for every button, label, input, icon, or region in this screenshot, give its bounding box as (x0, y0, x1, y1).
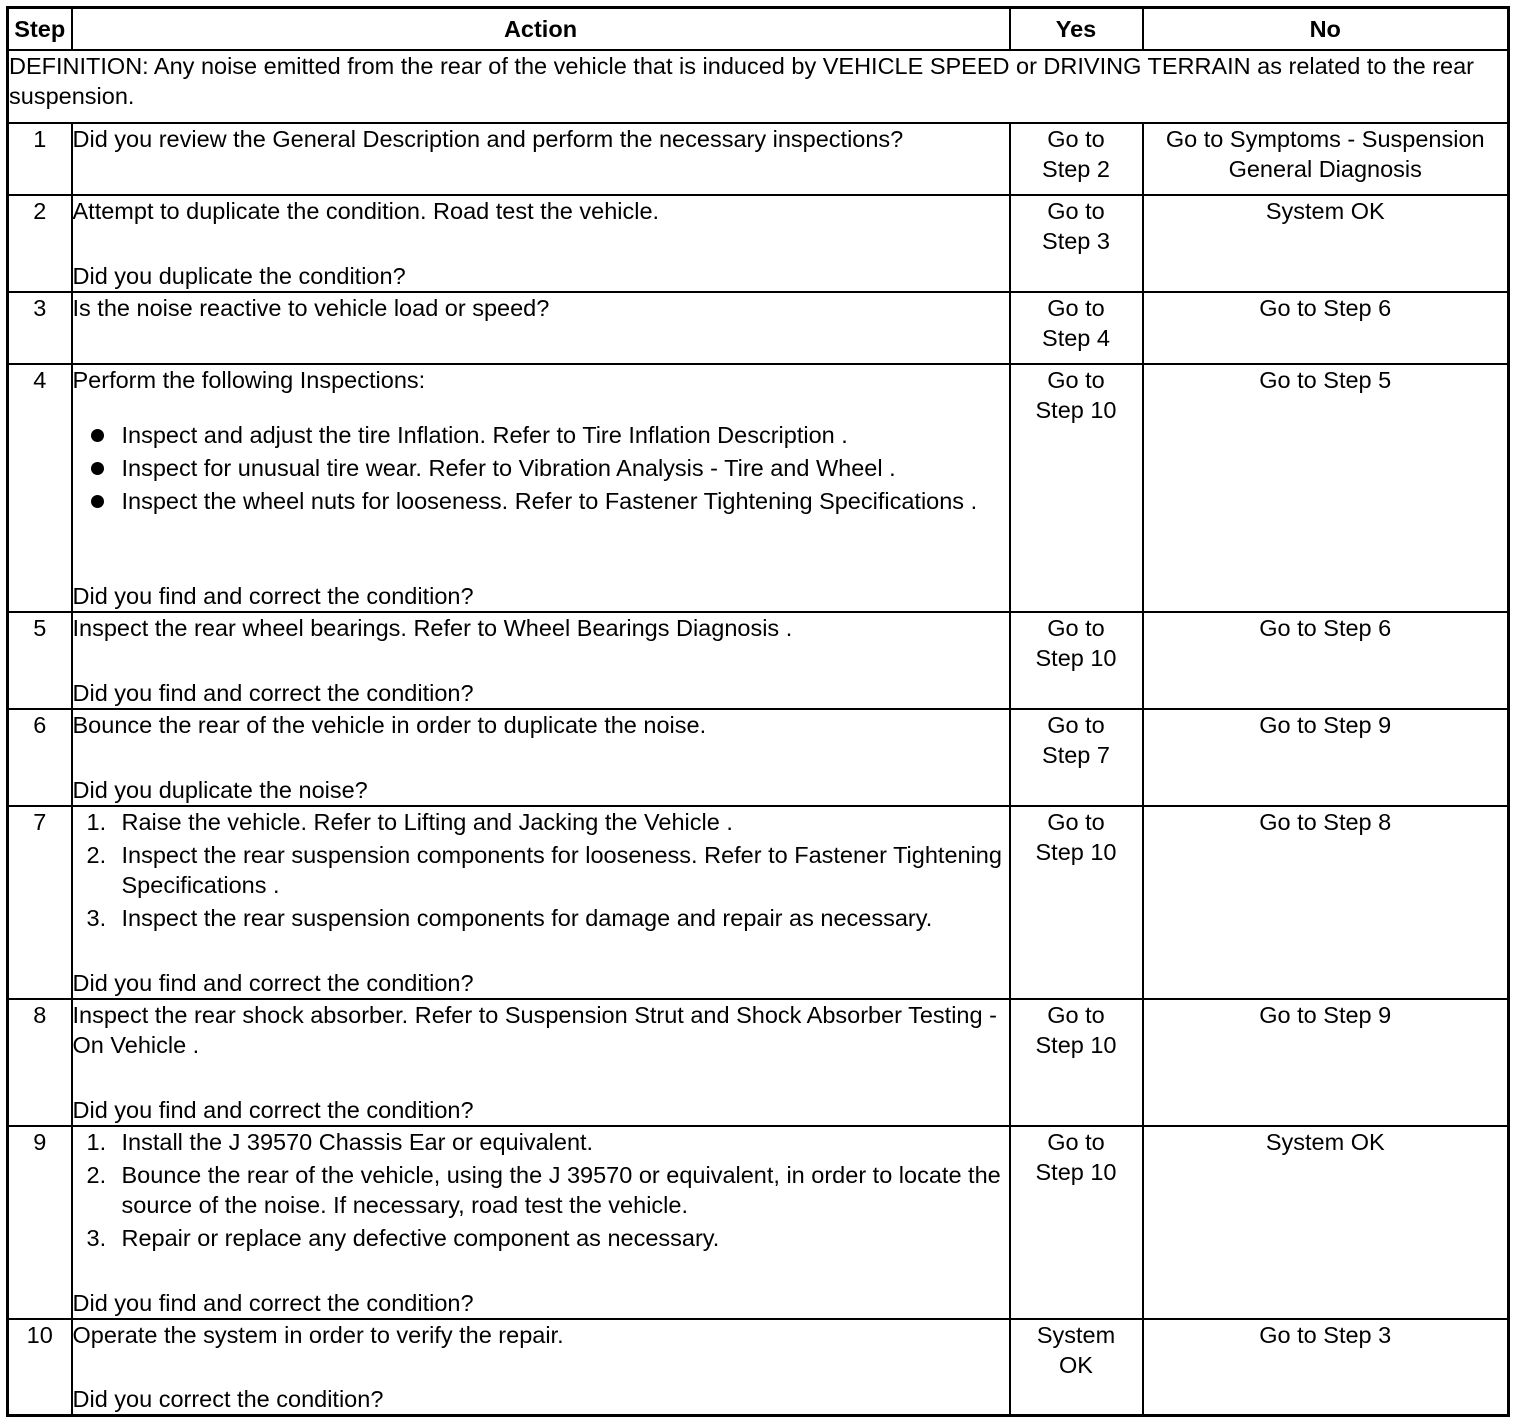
numbered-list (73, 807, 1009, 933)
action-body (73, 196, 1009, 226)
action-cell (72, 709, 1010, 806)
yes-text: Go to (1047, 1001, 1105, 1028)
yes-cell (1010, 1319, 1143, 1416)
step-number: 2 (8, 195, 72, 292)
action-body (73, 1000, 1009, 1060)
action-question: Did you find and correct the condition? (72, 1096, 474, 1123)
action-question: Did you find and correct the condition? (72, 969, 474, 996)
diagnostic-table (6, 6, 1510, 1417)
no-text: Go to Step 6 (1259, 294, 1392, 321)
no-text: Go to Symptoms - Suspension (1165, 125, 1485, 152)
action-cell (72, 195, 1010, 292)
step-number: 1 (8, 123, 72, 195)
no-cell (1143, 1126, 1509, 1319)
no-text: Go to Step 6 (1259, 614, 1392, 641)
yes-text: Step 10 (1035, 1158, 1117, 1185)
numbered-item (73, 903, 1009, 933)
action-body (73, 613, 1009, 643)
action-content (73, 807, 1009, 998)
step-number: 3 (8, 292, 72, 364)
no-text: System OK (1265, 1128, 1385, 1155)
table-row (8, 292, 1509, 364)
action-cell (72, 806, 1010, 999)
step-number: 8 (8, 999, 72, 1126)
table-row (8, 806, 1509, 999)
bullet-item: Inspect for unusual tire wear. Refer to Vibration Analysis - Tire and Wheel . (73, 453, 1009, 483)
yes-text: Step 10 (1035, 1031, 1117, 1058)
table-row (8, 195, 1509, 292)
action-question: Did you duplicate the noise? (72, 776, 368, 803)
action-cell (72, 1319, 1010, 1416)
definition-row (8, 50, 1509, 123)
action-body (73, 1127, 1009, 1256)
action-text: Bounce the rear of the vehicle in order to duplicate the noise. (72, 711, 707, 738)
action-question: Did you duplicate the condition? (72, 262, 406, 289)
yes-text: Go to (1047, 197, 1105, 224)
action-question: Did you find and correct the condition? (72, 1289, 474, 1316)
yes-text: Go to (1047, 125, 1105, 152)
action-text: Operate the system in order to verify the repair. (72, 1321, 564, 1348)
action-content (73, 124, 1009, 194)
table-row (8, 1126, 1509, 1319)
yes-text: Step 4 (1042, 324, 1110, 351)
yes-text: Go to (1047, 808, 1105, 835)
no-cell (1143, 806, 1509, 999)
numbered-list (73, 1127, 1009, 1253)
header-row (8, 8, 1509, 50)
item-number: 1. (86, 1128, 107, 1155)
step-number: 4 (8, 364, 72, 612)
action-content (73, 710, 1009, 805)
no-cell (1143, 999, 1509, 1126)
item-text: Raise the vehicle. Refer to Lifting and Jacking the Vehicle . (121, 808, 733, 835)
item-number: 2. (86, 1161, 107, 1188)
yes-text: OK (1059, 1351, 1093, 1378)
no-cell (1143, 1319, 1509, 1416)
item-text: Bounce the rear of the vehicle, using the J 39570 or equivalent, in order to locate the source of the noise. If necessary, road test the vehicle. (121, 1161, 1001, 1218)
yes-text: Step 7 (1042, 741, 1110, 768)
table-row (8, 999, 1509, 1126)
table-row (8, 612, 1509, 709)
bullet-item: Inspect and adjust the tire Inflation. Refer to Tire Inflation Description . (73, 420, 1009, 450)
header-action: Action (72, 8, 1010, 50)
action-content (73, 365, 1009, 611)
yes-text: Go to (1047, 1128, 1105, 1155)
table-row (8, 709, 1509, 806)
yes-text: Go to (1047, 294, 1105, 321)
action-question: Did you find and correct the condition? (72, 582, 474, 609)
definition-text: DEFINITION: Any noise emitted from the rear of the vehicle that is induced by VEHICLE SPEED or DRIVING TERRAIN as related to the rear suspension. (8, 50, 1509, 123)
item-number: 3. (86, 1224, 107, 1251)
yes-cell (1010, 999, 1143, 1126)
table-row (8, 123, 1509, 195)
no-text: Go to Step 8 (1259, 808, 1392, 835)
action-cell (72, 123, 1010, 195)
yes-text: Step 2 (1042, 155, 1110, 182)
yes-cell (1010, 709, 1143, 806)
item-text: Install the J 39570 Chassis Ear or equivalent. (121, 1128, 594, 1155)
no-cell (1143, 612, 1509, 709)
no-text: Go to Step 3 (1259, 1321, 1392, 1348)
action-cell (72, 999, 1010, 1126)
header-yes: Yes (1010, 8, 1143, 50)
yes-cell (1010, 123, 1143, 195)
yes-cell (1010, 292, 1143, 364)
yes-text: Go to (1047, 711, 1105, 738)
no-cell (1143, 709, 1509, 806)
action-body (73, 1320, 1009, 1350)
item-text: Repair or replace any defective component as necessary. (121, 1224, 720, 1251)
action-cell (72, 1126, 1010, 1319)
yes-cell (1010, 1126, 1143, 1319)
yes-text: Go to (1047, 366, 1105, 393)
no-cell (1143, 123, 1509, 195)
header-step: Step (8, 8, 72, 50)
yes-text: Step 10 (1035, 644, 1117, 671)
action-body (73, 293, 1009, 323)
no-text: System OK (1265, 197, 1385, 224)
action-cell (72, 292, 1010, 364)
no-text: Go to Step 9 (1259, 1001, 1392, 1028)
no-text: Go to Step 9 (1259, 711, 1392, 738)
action-cell (72, 612, 1010, 709)
header-no: No (1143, 8, 1509, 50)
item-text: Inspect the rear suspension components for damage and repair as necessary. (121, 904, 933, 931)
yes-text: Go to (1047, 614, 1105, 641)
action-body (73, 807, 1009, 936)
item-number: 3. (86, 904, 107, 931)
action-text: Inspect the rear shock absorber. Refer to Suspension Strut and Shock Absorber Testing - On Vehicle . (72, 1001, 997, 1058)
item-number: 1. (86, 808, 107, 835)
numbered-item (73, 807, 1009, 837)
action-text: Did you review the General Description and perform the necessary inspections? (72, 125, 904, 152)
table-row (8, 1319, 1509, 1416)
yes-text: Step 10 (1035, 396, 1117, 423)
action-question: Did you find and correct the condition? (72, 679, 474, 706)
action-text: Is the noise reactive to vehicle load or speed? (72, 294, 550, 321)
action-text: Attempt to duplicate the condition. Road test the vehicle. (72, 197, 660, 224)
action-text: Perform the following Inspections: (72, 366, 426, 393)
action-cell (72, 364, 1010, 612)
yes-cell (1010, 806, 1143, 999)
action-body (73, 124, 1009, 154)
numbered-item (73, 1160, 1009, 1220)
action-content (73, 613, 1009, 708)
step-number: 6 (8, 709, 72, 806)
item-number: 2. (86, 841, 107, 868)
item-text: Inspect the rear suspension components for looseness. Refer to Fastener Tightening Specifications . (121, 841, 1002, 898)
bullet-list (73, 420, 1009, 516)
table-row (8, 364, 1509, 612)
no-cell (1143, 364, 1509, 612)
no-cell (1143, 292, 1509, 364)
yes-text: Step 10 (1035, 838, 1117, 865)
action-body (73, 710, 1009, 740)
action-content (73, 1320, 1009, 1415)
bullet-item: Inspect the wheel nuts for looseness. Refer to Fastener Tightening Specifications . (73, 486, 1009, 516)
action-content (73, 1127, 1009, 1318)
yes-cell (1010, 195, 1143, 292)
step-number: 7 (8, 806, 72, 999)
action-content (73, 293, 1009, 363)
no-cell (1143, 195, 1509, 292)
no-text: Go to Step 5 (1259, 366, 1392, 393)
step-number: 5 (8, 612, 72, 709)
numbered-item (73, 840, 1009, 900)
yes-cell (1010, 364, 1143, 612)
action-content (73, 1000, 1009, 1125)
no-text: General Diagnosis (1228, 155, 1422, 182)
action-question: Did you correct the condition? (72, 1386, 384, 1412)
yes-text: System (1036, 1321, 1116, 1348)
step-number: 10 (8, 1319, 72, 1416)
yes-text: Step 3 (1042, 227, 1110, 254)
action-body (73, 365, 1009, 530)
numbered-item (73, 1223, 1009, 1253)
action-text: Inspect the rear wheel bearings. Refer to Wheel Bearings Diagnosis . (72, 614, 793, 641)
numbered-item (73, 1127, 1009, 1157)
yes-cell (1010, 612, 1143, 709)
step-number: 9 (8, 1126, 72, 1319)
action-content (73, 196, 1009, 291)
